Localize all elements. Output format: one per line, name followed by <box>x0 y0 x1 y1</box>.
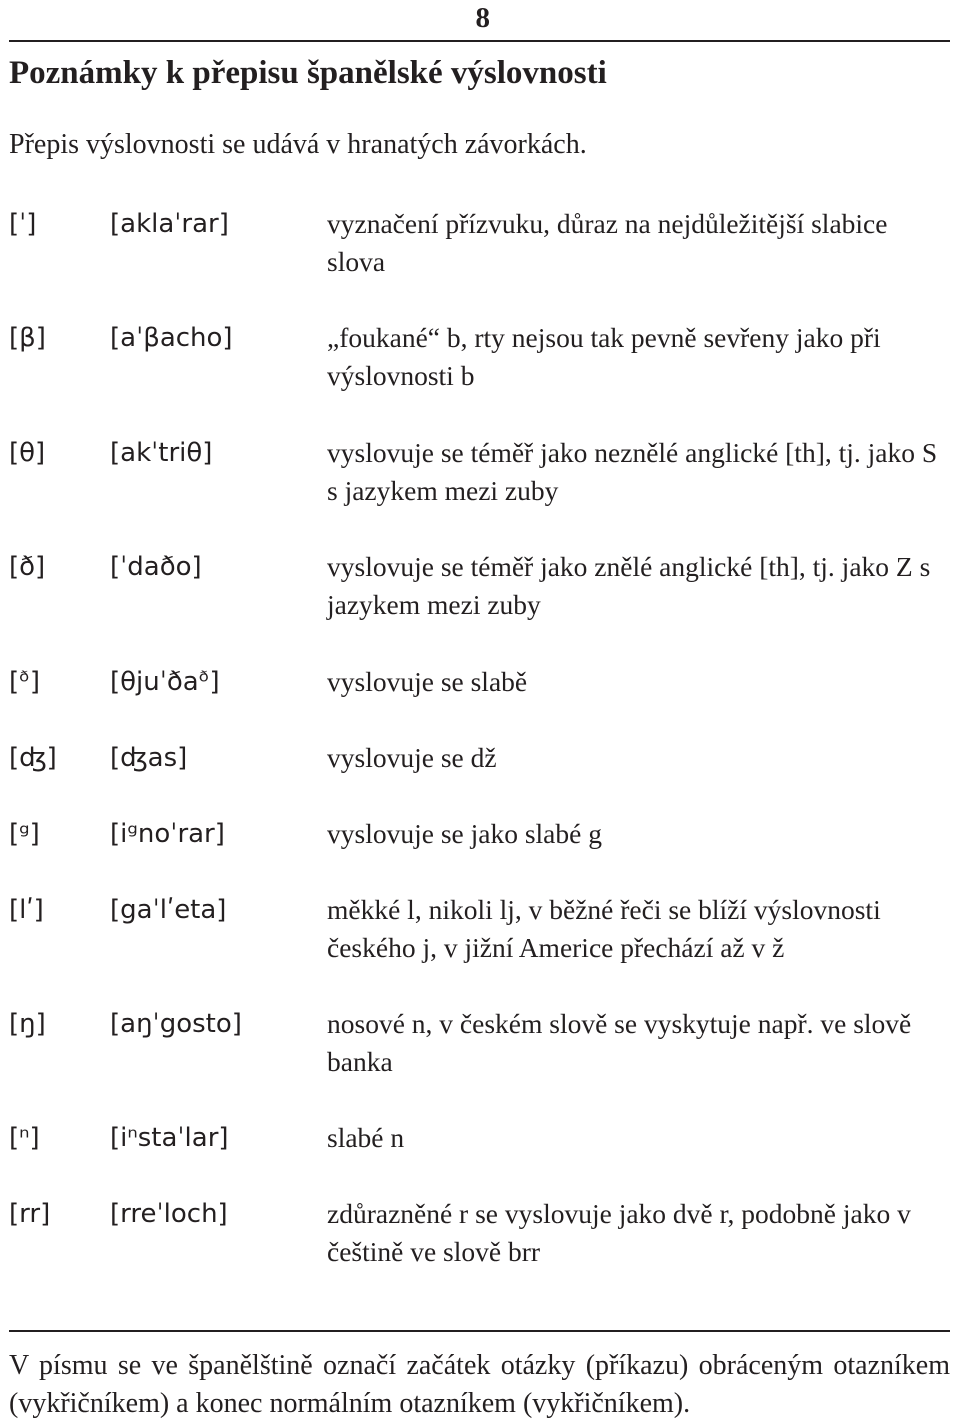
entry-symbol: [ᶞ] <box>9 667 41 697</box>
entry-example: [aklaˈrar] <box>110 209 229 239</box>
page-title: Poznámky k přepisu španělské výslovnosti <box>9 55 607 91</box>
bottom-divider <box>9 1330 950 1332</box>
top-divider <box>9 40 950 42</box>
entry-description: vyslovuje se téměř jako neznělé anglické [th], tj. jako S s jazykem mezi zuby <box>327 437 938 506</box>
entry-symbol: [β] <box>9 323 46 353</box>
entry-example: [iᵍnoˈrar] <box>110 819 225 849</box>
entry-symbol: [lʹ] <box>9 895 44 925</box>
entry-description: vyslovuje se téměř jako znělé anglické [th], tj. jako Z s jazykem mezi zuby <box>327 551 931 620</box>
entry-symbol: [ˈ] <box>9 209 37 239</box>
entry-description: vyslovuje se jako slabé g <box>327 818 602 849</box>
entry-symbol: [ʤ] <box>9 743 57 773</box>
intro-text: Přepis výslovnosti se udává v hranatých závorkách. <box>9 129 587 160</box>
entry-example: [rreˈloch] <box>110 1199 228 1229</box>
page-number: 8 <box>475 2 490 34</box>
entry-description: vyznačení přízvuku, důraz na nejdůležitější slabice slova <box>327 208 888 277</box>
entry-description: zdůrazněné r se vyslovuje jako dvě r, podobně jako v češtině ve slově brr <box>327 1198 911 1267</box>
entry-symbol: [ᵍ] <box>9 819 40 849</box>
entry-example: [gaˈlʹeta] <box>110 895 227 925</box>
entry-description: „foukané“ b, rty nejsou tak pevně sevřeny jako při výslovnosti b <box>327 322 881 391</box>
entry-description: vyslovuje se dž <box>327 742 497 773</box>
entry-description: nosové n, v českém slově se vyskytuje např. ve slově banka <box>327 1008 912 1077</box>
entry-symbol: [θ] <box>9 438 46 468</box>
footer-note: V písmu se ve španělštině označí začátek otázky (příkazu) obráceným otazníkem (vykřičníkem) a konec normálním otazníkem (vykřičníkem). <box>9 1350 950 1419</box>
entry-example: [iⁿstaˈlar] <box>110 1123 229 1153</box>
entry-example: [ʤas] <box>110 743 188 773</box>
entry-example: [akˈtriθ] <box>110 438 213 468</box>
entry-description: měkké l, nikoli lj, v běžné řeči se blíží výslovnosti českého j, v jižní Americe přechází až v ž <box>327 894 881 963</box>
entry-description: vyslovuje se slabě <box>327 666 528 697</box>
entry-symbol: [rr] <box>9 1199 51 1229</box>
entry-description: slabé n <box>327 1122 405 1153</box>
entry-symbol: [ŋ] <box>9 1009 46 1039</box>
entry-example: [aŋˈgosto] <box>110 1009 242 1039</box>
entry-example: [ˈdaðo] <box>110 552 202 582</box>
entry-symbol: [ð] <box>9 552 46 582</box>
entry-symbol: [ⁿ] <box>9 1123 40 1153</box>
entry-example: [aˈβacho] <box>110 323 233 353</box>
entry-example: [θjuˈðaᶞ] <box>110 667 220 697</box>
